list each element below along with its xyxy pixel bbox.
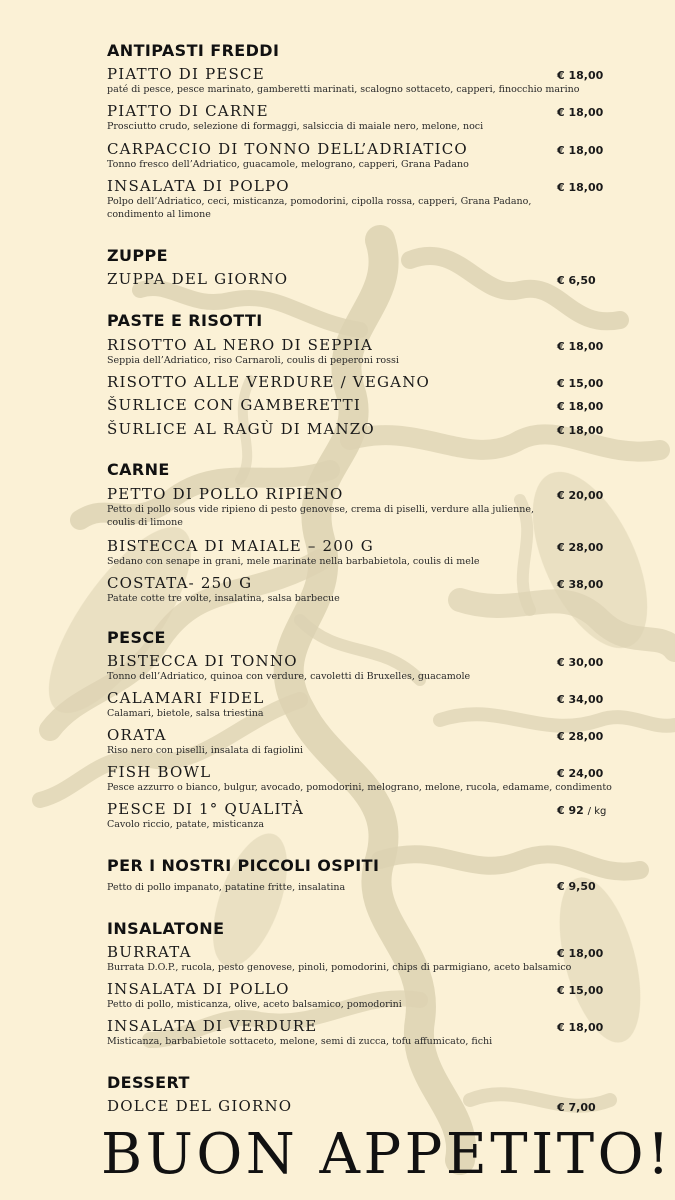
dish-description: paté di pesce, pesce marinato, gamberetti marinati, scalogno sottaceto, capperi, finocchio marino [107, 84, 580, 95]
section-title: DESSERT [107, 1073, 190, 1092]
dish-name: PIATTO DI PESCE [107, 65, 265, 83]
dish-price [557, 489, 603, 502]
dish-name: INSALATA DI POLPO [107, 177, 290, 195]
dish-price [557, 767, 603, 780]
price-value: € 28,00 [557, 541, 604, 554]
dish-price [557, 340, 603, 353]
section-title: CARNE [107, 460, 170, 479]
dish-price [557, 1021, 603, 1034]
dish-description: Patate cotte tre volte, insalatina, salsa barbecue [107, 593, 340, 604]
dish-name: BISTECCA DI MAIALE – 200 G [107, 537, 374, 555]
dish-description: Petto di pollo sous vide ripieno di pesto genovese, crema di piselli, verdure alla julienne, [107, 504, 535, 515]
dish-name: CALAMARI FIDEL [107, 689, 265, 707]
dish-name: RISOTTO ALLE VERDURE / VEGANO [107, 373, 431, 391]
dish-price [557, 984, 603, 997]
section-title: INSALATONE [107, 919, 225, 938]
dish-name: ZUPPA DEL GIORNO [107, 270, 289, 288]
section-title: PASTE E RISOTTI [107, 311, 263, 330]
dish-price [557, 377, 603, 390]
price-unit: / kg [587, 806, 607, 817]
price-value: € 18,00 [557, 340, 604, 353]
price-value: € 18,00 [557, 144, 604, 157]
buon-appetito-footer: BUON APPETITO! [101, 1122, 673, 1187]
dish-description: Misticanza, barbabietole sottaceto, melone, semi di zucca, tofu affumicato, fichi [107, 1036, 493, 1047]
price-value: € 20,00 [557, 489, 604, 502]
section-title: PER I NOSTRI PICCOLI OSPITI [107, 856, 380, 875]
price-value: € 18,00 [557, 1021, 604, 1034]
dish-price [557, 181, 603, 194]
dish-price [557, 693, 603, 706]
dish-name: ŠURLICE AL RAGÙ DI MANZO [107, 420, 375, 438]
price-value: € 30,00 [557, 656, 604, 669]
price-value: € 18,00 [557, 69, 604, 82]
dish-description: Polpo dell’Adriatico, ceci, misticanza, pomodorini, cipolla rossa, capperi, Grana Padano, [107, 196, 532, 207]
dish-price [557, 541, 603, 554]
dish-description: Petto di pollo, misticanza, olive, aceto balsamico, pomodorini [107, 999, 402, 1010]
dish-price [557, 144, 603, 157]
dish-description: condimento al limone [107, 209, 211, 220]
dish-price [557, 947, 603, 960]
price-value: € 24,00 [557, 767, 604, 780]
dish-description: Calamari, bietole, salsa triestina [107, 708, 264, 719]
section-title: ANTIPASTI FREDDI [107, 41, 280, 60]
dish-name: PETTO DI POLLO RIPIENO [107, 485, 344, 503]
dish-name: COSTATA- 250 G [107, 574, 253, 592]
dish-name: PIATTO DI CARNE [107, 102, 269, 120]
dish-description: Seppia dell’Adriatico, riso Carnaroli, coulis di peperoni rossi [107, 355, 399, 366]
dish-description: Burrata D.O.P., rucola, pesto genovese, pinoli, pomodorini, chips di parmigiano, aceto balsamico [107, 962, 572, 973]
dish-description: Tonno dell’Adriatico, quinoa con verdure, cavoletti di Bruxelles, guacamole [107, 671, 471, 682]
dish-description: Tonno fresco dell’Adriatico, guacamole, melograno, capperi, Grana Padano [107, 159, 469, 170]
price-value: € 18,00 [557, 181, 604, 194]
price-value: € 18,00 [557, 947, 604, 960]
dish-price [557, 106, 603, 119]
price-value: € 15,00 [557, 984, 604, 997]
price-value: € 38,00 [557, 578, 604, 591]
price-value: € 18,00 [557, 106, 604, 119]
dish-description: Sedano con senape in grani, mele marinate nella barbabietola, coulis di mele [107, 556, 480, 567]
dish-price [557, 274, 596, 287]
dish-price [557, 69, 603, 82]
dish-price [557, 804, 606, 817]
dish-name: INSALATA DI POLLO [107, 980, 290, 998]
section-title: ZUPPE [107, 246, 168, 265]
price-value: € 92 [557, 804, 584, 817]
dish-name: BURRATA [107, 943, 192, 961]
price-value: € 18,00 [557, 400, 604, 413]
dish-name: RISOTTO AL NERO DI SEPPIA [107, 336, 374, 354]
dish-name: DOLCE DEL GIORNO [107, 1097, 293, 1115]
dish-name: CARPACCIO DI TONNO DELL’ADRIATICO [107, 140, 468, 158]
dish-price [557, 400, 603, 413]
price-value: € 34,00 [557, 693, 604, 706]
dish-name: PESCE DI 1° QUALITÀ [107, 800, 305, 818]
dish-price [557, 1101, 596, 1114]
dish-description: Riso nero con piselli, insalata di fagiolini [107, 745, 304, 756]
dish-name: ŠURLICE CON GAMBERETTI [107, 396, 361, 414]
price-value: € 7,00 [557, 1101, 596, 1114]
dish-price [557, 578, 603, 591]
price-value: € 15,00 [557, 377, 604, 390]
price-value: € 6,50 [557, 274, 596, 287]
dish-name: ORATA [107, 726, 167, 744]
dish-description: Pesce azzurro o bianco, bulgur, avocado, pomodorini, melograno, melone, rucola, edamame, condimento [107, 782, 612, 793]
dish-price [557, 424, 603, 437]
dish-price [557, 880, 596, 893]
price-value: € 18,00 [557, 424, 604, 437]
dish-price [557, 730, 603, 743]
dish-name: BISTECCA DI TONNO [107, 652, 298, 670]
dish-price [557, 656, 603, 669]
dish-description: Prosciutto crudo, selezione di formaggi, salsiccia di maiale nero, melone, noci [107, 121, 484, 132]
dish-name: FISH BOWL [107, 763, 212, 781]
dish-description: Petto di pollo impanato, patatine fritte, insalatina [107, 882, 346, 893]
price-value: € 28,00 [557, 730, 604, 743]
price-value: € 9,50 [557, 880, 596, 893]
section-title: PESCE [107, 628, 166, 647]
dish-name: INSALATA DI VERDURE [107, 1017, 318, 1035]
dish-description: coulis di limone [107, 517, 183, 528]
dish-description: Cavolo riccio, patate, misticanza [107, 819, 265, 830]
